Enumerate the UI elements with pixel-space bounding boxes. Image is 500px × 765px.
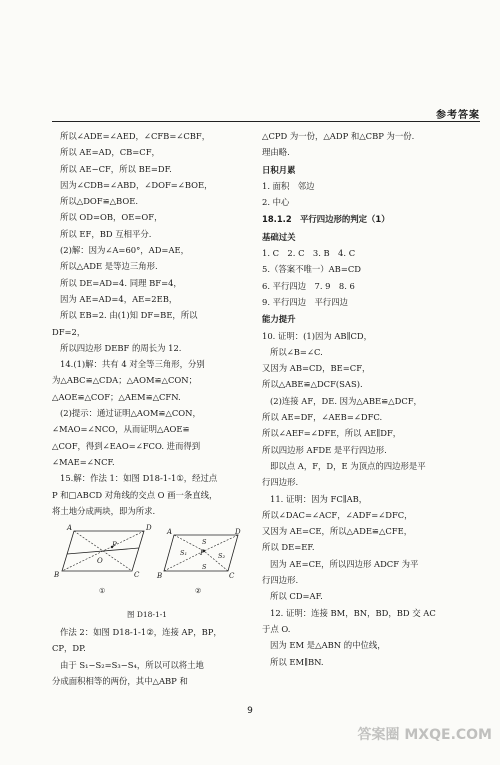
section-heading: 基础过关: [262, 231, 296, 242]
text-line: 11. 证明：因为 FC∥AB，: [270, 493, 368, 504]
text-line: 因为 AE=CE，所以四边形 ADCF 为平: [270, 558, 419, 569]
figure-d18-1-1: [52, 521, 242, 607]
text-line: 6. 平行四边 7. 9 8. 6: [262, 280, 355, 291]
text-line: 15.解：作法 1：如图 D18-1-1①，经过点: [60, 473, 218, 484]
section-heading: 18.1.2 平行四边形的判定（1）: [262, 214, 390, 225]
text-line: CP，DP.: [52, 643, 86, 654]
text-line: (2)提示：通过证明△AOM≌△CON，: [60, 408, 201, 419]
text-line: ∠MAO=∠NCO，从而证明△AOE≌: [52, 424, 190, 435]
page-header: [0, 0, 500, 135]
text-line: 14.(1)解：共有 4 对全等三角形，分别: [60, 359, 205, 370]
text-line: 12. 证明：连接 BM，BN，BD，BD 交 AC: [270, 607, 436, 618]
right-column: [262, 128, 480, 670]
text-line: 所以∠ADE=∠AED，∠CFB=∠CBF，: [60, 131, 211, 141]
text-line: △AOE≌△COF；△AEM≌△CFN.: [52, 391, 181, 402]
label-s2: S₂: [218, 552, 226, 561]
text-line: 行四边形.: [262, 477, 299, 488]
text-line: 由于 S₁−S₂=S₃−S₄，所以可以将土地: [60, 659, 204, 670]
text-line: 所以 EB=2. 由(1)知 DF=BE，所以: [60, 310, 198, 321]
text-line: 所以 EM∥BN.: [270, 656, 324, 667]
text-line: (2)解：因为∠A=60°，AD=AE，: [60, 245, 189, 256]
left-text-top: [52, 128, 242, 519]
header-title: 参考答案: [436, 110, 480, 121]
text-line: 所以∠DAC=∠ACF，∠ADF=∠DFC，: [262, 509, 413, 520]
text-line: 1. 面积 邻边: [262, 180, 315, 191]
text-line: 所以 AE=AD，CB=CF，: [60, 147, 160, 158]
label-d-1: D: [146, 524, 152, 533]
text-line: DF=2，: [52, 326, 86, 337]
text-line: 5.（答案不唯一）AB=CD: [262, 264, 361, 275]
text-line: 于点 O.: [262, 623, 291, 634]
label-c-2: C: [229, 572, 235, 581]
text-line: 所以四边形 AFDE 是平行四边形.: [262, 444, 387, 455]
text-line: 所以△ABE≌△DCF(SAS).: [262, 379, 363, 390]
text-line: 所以 CD=AF.: [270, 591, 323, 602]
label-circled-1: ①: [99, 587, 106, 596]
text-line: 所以△DOF≌△BOE.: [60, 196, 138, 207]
label-a-1: A: [67, 524, 73, 533]
text-line: 所以四边形 DEBF 的周长为 12.: [60, 342, 182, 353]
text-line: 因为 AE=AD=4，AE=2EB，: [60, 293, 178, 304]
text-line: 所以 DE=EF.: [262, 542, 315, 553]
text-line: 10. 证明：(1)因为 AB∥CD，: [262, 330, 372, 341]
label-d-2: D: [235, 528, 241, 537]
text-line: 所以 OD=OB，OE=OF，: [60, 212, 163, 223]
text-line: ∠MAE=∠NCF.: [52, 456, 115, 467]
label-p-1: P: [112, 541, 117, 550]
text-line: 2. 中心: [262, 197, 290, 208]
text-line: △COF，得到∠EAO=∠FCO. 进而得到: [52, 440, 201, 451]
label-s1: S₁: [180, 549, 188, 558]
text-line: (2)连接 AF，DE. 因为△ABE≌△DCF，: [270, 395, 422, 406]
text-line: 所以 EF，BD 互相平分.: [60, 228, 152, 239]
text-line: 所以 AE=DF，∠AEB=∠DFC.: [262, 412, 383, 423]
text-line: 9. 平行四边 平行四边: [262, 296, 349, 307]
right-text-body: [262, 162, 480, 670]
label-p-2: P: [200, 549, 205, 558]
text-line: 所以△ADE 是等边三角形.: [60, 261, 158, 272]
text-line: 所以 DE=AD=4. 同理 BF=4，: [60, 277, 182, 288]
label-c-1: C: [134, 571, 140, 580]
text-line: 理由略.: [262, 147, 290, 158]
text-line: △CPD 为一份，△ADP 和△CBP 为一份.: [262, 131, 415, 141]
text-line: 所以∠B=∠C.: [270, 346, 323, 357]
text-line: 将土地分成两块，即为所求.: [52, 505, 156, 516]
label-o-1: O: [97, 557, 103, 566]
text-line: 即以点 A，F，D，E 为顶点的四边形是平: [270, 460, 426, 471]
text-line: 又因为 AB=CD，BE=CF，: [262, 363, 371, 374]
text-line: 1. C 2. C 3. B 4. C: [262, 248, 356, 259]
header-rule: [52, 121, 480, 122]
label-s-top: S: [202, 538, 207, 547]
text-line: 所以 AE−CF，所以 BE=DF.: [60, 163, 172, 174]
label-b-2: B: [157, 572, 163, 581]
text-line: 因为∠CDB=∠ABD，∠DOF=∠BOE，: [60, 179, 213, 190]
text-line: 因为 EM 是△ABN 的中位线，: [270, 640, 386, 651]
text-line: P 和□ABCD 对角线的交点 O 画一条直线，: [52, 489, 218, 500]
section-heading: 能力提升: [262, 314, 296, 325]
text-line: 为△ABC≌△CDA；△AOM≌△CON；: [52, 375, 197, 386]
label-a-2: A: [167, 528, 173, 537]
text-line: 又因为 AE=CE，所以△ADE≌△CFE，: [262, 526, 413, 537]
label-s-bottom: S: [202, 563, 207, 572]
label-b-1: B: [54, 571, 60, 580]
text-line: 作法 2：如图 D18-1-1②，连接 AP，BP，: [60, 627, 222, 638]
label-circled-2: ②: [195, 587, 202, 596]
page-number: 9: [247, 706, 253, 716]
dividing-line-1: [67, 548, 139, 554]
section-heading: 日积月累: [262, 164, 296, 175]
left-column: [52, 128, 242, 689]
watermark-text: 答案圈 MXQE.COM: [357, 727, 492, 743]
figure-caption: 图 D18-1-1: [126, 610, 168, 620]
watermark-logo: [357, 724, 494, 760]
text-line: 所以∠AEF=∠DFE，所以 AE∥DF，: [262, 428, 402, 439]
text-line: 行四边形.: [262, 575, 299, 586]
text-line: 分成面积相等的两份，其中△ABP 和: [52, 676, 188, 687]
right-text-top: [262, 128, 480, 161]
left-text-bottom: [52, 624, 242, 689]
